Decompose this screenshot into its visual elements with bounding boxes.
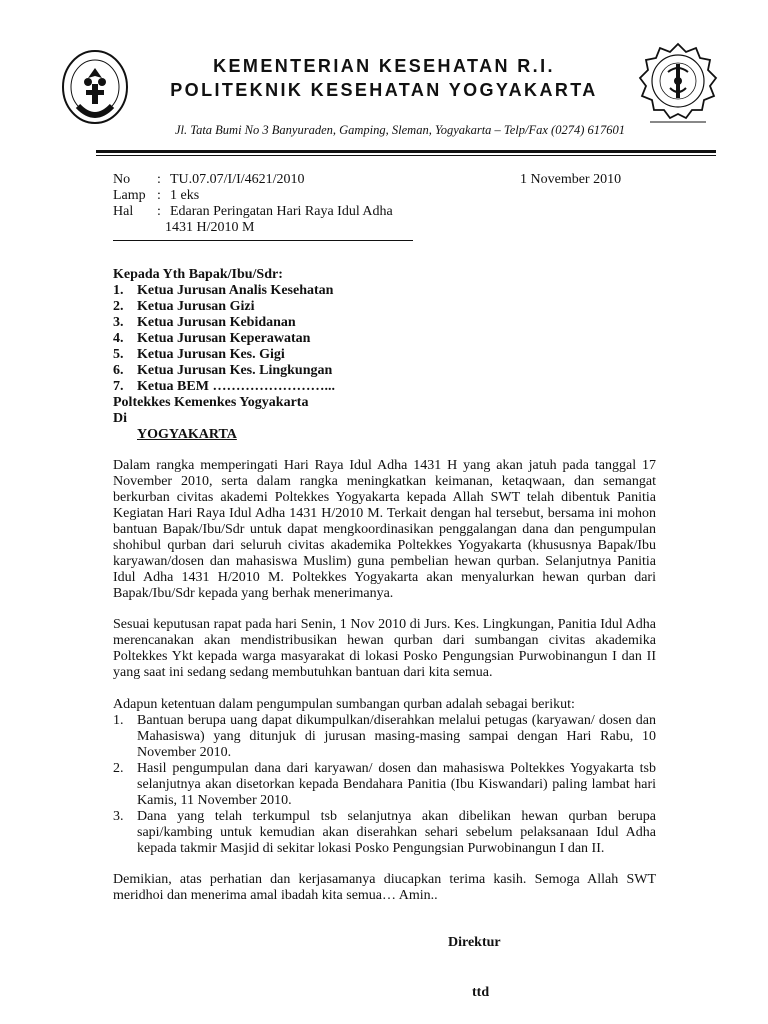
paragraph-text: Demikian, atas perhatian dan kerjasamanya diucapkan terima kasih. Semoga Allah SWT meridhoi dan menerima amal ibadah kita semua… Amin..: [113, 872, 656, 903]
letter-meta: [113, 172, 393, 236]
meta-number-label: No: [113, 172, 131, 187]
body-paragraph-3: [113, 697, 656, 857]
meta-subject-value-line2: 1431 H/2010 M: [165, 220, 255, 235]
recipient-text: Ketua Jurusan Kebidanan: [137, 315, 296, 330]
condition-number: 2.: [113, 761, 124, 776]
signatory-title: Direktur: [448, 935, 501, 950]
recipient-text: Ketua Jurusan Gizi: [137, 299, 255, 314]
recipient-item: [113, 315, 335, 331]
header-divider-thin: [96, 155, 716, 156]
recipients-block: [113, 267, 335, 443]
meta-number-row: [113, 172, 393, 188]
meta-colon: :: [157, 204, 161, 219]
signature-ttd: ttd: [472, 985, 490, 1000]
recipient-item: [113, 379, 335, 395]
body-paragraph-1: [113, 458, 656, 602]
condition-item: [113, 713, 656, 761]
institution-address: Jl. Tata Bumi No 3 Banyuraden, Gamping, Sleman, Yogyakarta – Telp/Fax (0274) 617601: [175, 123, 625, 137]
recipient-number: 3.: [113, 315, 124, 330]
recipient-number: 5.: [113, 347, 124, 362]
meta-subject-value: Edaran Peringatan Hari Raya Idul Adha: [170, 204, 393, 219]
meta-underline: [113, 240, 413, 241]
recipient-text: Ketua Jurusan Analis Kesehatan: [137, 283, 334, 298]
meta-attachment-label: Lamp: [113, 188, 146, 203]
condition-text: Hasil pengumpulan dana dari karyawan/ dosen dan mahasiswa Poltekkes Yogyakarta tsb selanjutnya akan disetorkan kepada Bendahara Panitia (Ibu Kiswandari) paling lambat hari Kamis, 11 November 2010.: [137, 761, 656, 808]
recipient-text: Ketua BEM ……………………...: [137, 379, 335, 394]
recipient-item: [113, 299, 335, 315]
recipient-number: 2.: [113, 299, 124, 314]
header-divider-thick: [96, 150, 716, 153]
meta-colon: :: [157, 188, 161, 203]
recipient-text: Ketua Jurusan Kes. Gigi: [137, 347, 285, 362]
recipients-organization: Poltekkes Kemenkes Yogyakarta: [113, 395, 309, 410]
conditions-intro: Adapun ketentuan dalam pengumpulan sumbangan qurban adalah sebagai berikut:: [113, 697, 575, 712]
recipient-item: [113, 331, 335, 347]
recipient-text: Ketua Jurusan Kes. Lingkungan: [137, 363, 333, 378]
recipient-number: 7.: [113, 379, 124, 394]
recipient-number: 1.: [113, 283, 124, 298]
condition-item: [113, 809, 656, 857]
condition-item: [113, 761, 656, 809]
recipient-item: [113, 283, 335, 299]
meta-attachment-row: [113, 188, 393, 204]
recipients-city: YOGYAKARTA: [137, 427, 237, 442]
paragraph-text: Dalam rangka memperingati Hari Raya Idul Adha 1431 H yang akan jatuh pada tanggal 17 November 2010, serta dalam rangka meningkatkan keimanan, ketaqwaan, dan semangat berkurban civitas akademi Poltekkes Yogyakarta kepada Allah SWT telah dibentuk Panitia Kegiatan Hari Raya Idul Adha 1431 H/2010 M. Terkait dengan hal tersebut, bersama ini mohon bantuan Bapak/Ibu/Sdr untuk dapat mengkoordinasikan penggalangan dana dan pengumpulan shohibul qurban dari seluruh civitas akademika Poltekkes Yogyakarta (khususnya Bapak/Ibu karyawan/dosen dan mahasiswa Muslim) guna pembelian hewan qurban. Selanjutnya Panitia Idul Adha 1431 H/2010 M. Poltekkes Yogyakarta akan menyalurkan hewan qurban dari Bapak/Ibu/Sdr kepada yang berhak menerimanya.: [113, 458, 656, 601]
recipients-greeting: Kepada Yth Bapak/Ibu/Sdr:: [113, 267, 283, 282]
meta-subject-row: [113, 204, 393, 220]
condition-number: 1.: [113, 713, 124, 728]
letter-date: 1 November 2010: [520, 172, 622, 187]
meta-attachment-value: 1 eks: [170, 188, 200, 203]
paragraph-text: Sesuai keputusan rapat pada hari Senin, 1 Nov 2010 di Jurs. Kes. Lingkungan, Panitia Idul Adha merencanakan akan mendistribusikan hewan qurban dari sumbangan civitas akademika Poltekkes Ykt kepada warga masyarakat di lokasi Posko Pengungsian Purwobinangun I dan II yang saat ini sedang sedang membutuhkan bantuan dari kita semua.: [113, 617, 656, 680]
condition-text: Dana yang telah terkumpul tsb selanjutnya akan dibelikan hewan qurban berupa sapi/kambing untuk kemudian akan diserahkan sehari sebelum pelaksanaan Idul Adha kepada takmir Masjid di sekitar lokasi Posko Pengungsian Purwobinangun I dan II.: [137, 809, 656, 856]
recipients-di: Di: [113, 411, 127, 426]
ministry-name: KEMENTERIAN KESEHATAN R.I.: [213, 56, 555, 76]
recipient-list: [113, 283, 335, 395]
institution-name: POLITEKNIK KESEHATAN YOGYAKARTA: [170, 80, 598, 100]
recipient-number: 6.: [113, 363, 124, 378]
meta-subject-label: Hal: [113, 204, 134, 219]
recipient-number: 4.: [113, 331, 124, 346]
body-paragraph-2: [113, 617, 656, 681]
meta-colon: :: [157, 172, 161, 187]
conditions-list: [113, 713, 656, 857]
recipient-item: [113, 363, 335, 379]
poltekkes-yogyakarta-seal: [638, 42, 718, 124]
condition-text: Bantuan berupa uang dapat dikumpulkan/diserahkan melalui petugas (karyawan/ dosen dan Mahasiswa) yang ditunjuk di jurusan masing-masing sampai dengan Hari Rabu, 10 November 2010.: [137, 713, 656, 760]
recipient-text: Ketua Jurusan Keperawatan: [137, 331, 311, 346]
meta-number-value: TU.07.07/I/I/4621/2010: [170, 172, 305, 187]
body-paragraph-closing: [113, 872, 656, 904]
kemenkes-bhakti-husada-logo: [60, 48, 130, 126]
recipient-item: [113, 347, 335, 363]
condition-number: 3.: [113, 809, 124, 824]
